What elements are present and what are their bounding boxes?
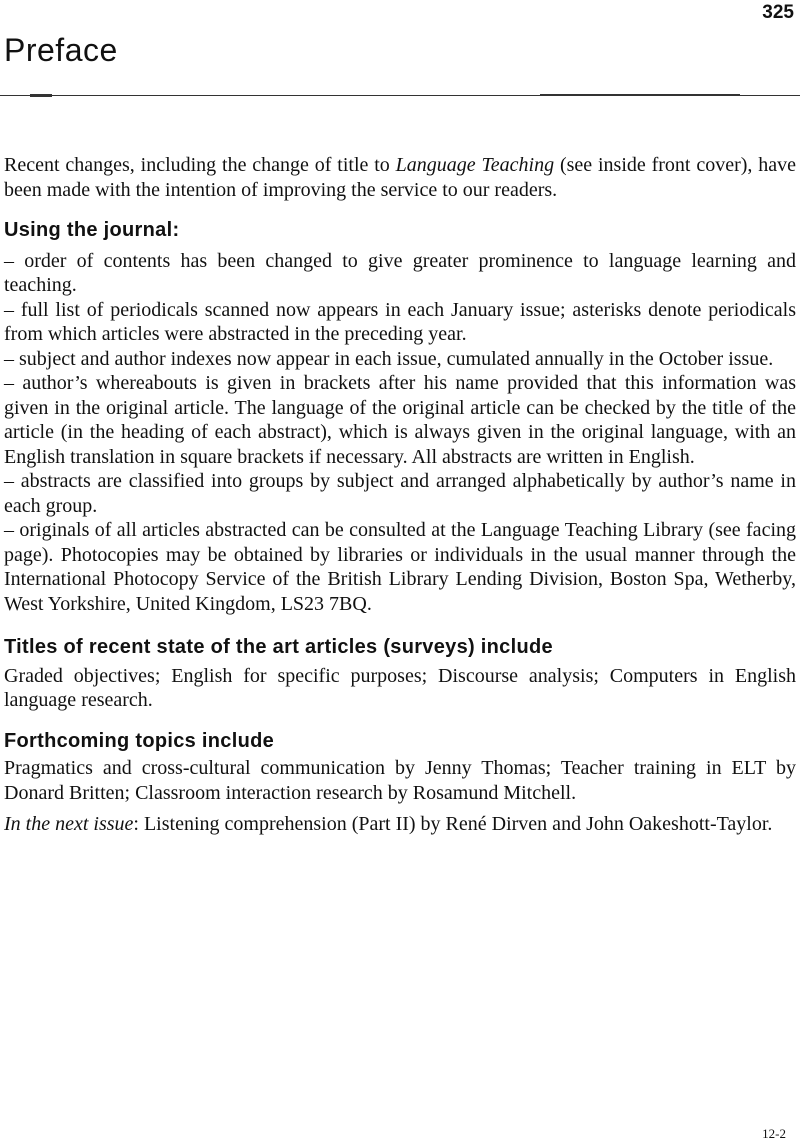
intro-paragraph: Recent changes, including the change of title to Language Teaching (see inside front cover), have been made with the intention of improving the service to our readers. bbox=[4, 154, 796, 201]
preface-body bbox=[4, 153, 796, 837]
header-rule bbox=[0, 95, 800, 96]
next-issue-paragraph: In the next issue: Listening comprehension (Part II) by René Dirven and John Oakeshott-Taylor. bbox=[4, 813, 773, 835]
list-item: – full list of periodicals scanned now appears in each January issue; asterisks denote periodicals from which articles were abstracted in the preceding year. bbox=[4, 298, 796, 345]
surveys-paragraph: Graded objectives; English for specific purposes; Discourse analysis; Computers in English language research. bbox=[4, 664, 796, 711]
journal-title: Language Teaching bbox=[395, 154, 555, 176]
page-number: 325 bbox=[762, 2, 794, 23]
section-heading-surveys: Titles of recent state of the art articles (surveys) include bbox=[4, 636, 553, 658]
footer-code: 12-2 bbox=[762, 1126, 786, 1141]
section-heading-using-journal: Using the journal: bbox=[4, 219, 180, 241]
list-item: – order of contents has been changed to give greater prominence to language learning and teaching. bbox=[4, 249, 796, 296]
list-item: – originals of all articles abstracted can be consulted at the Language Teaching Library (see facing page). Photocopies may be obtained by libraries or individuals in the usual manner through the International Photocopy Service of the British Library Lending Division, Boston Spa, Wetherby, West Yorkshire, United Kingdom, LS23 7BQ. bbox=[4, 519, 796, 615]
page-title: Preface bbox=[4, 32, 118, 68]
next-issue-label: In the next issue bbox=[4, 813, 134, 835]
list-item: – author’s whereabouts is given in brackets after his name provided that this information was given in the original article. The language of the original article can be checked by the title of the article (in the heading of each abstract), which is always given in the original language, with an English translation in square brackets if necessary. All abstracts are written in English. bbox=[4, 372, 796, 468]
list-item: – subject and author indexes now appear in each issue, cumulated annually in the October issue. bbox=[4, 347, 774, 370]
list-item: – abstracts are classified into groups by subject and arranged alphabetically by author’s name in each group. bbox=[4, 470, 796, 517]
section-heading-forthcoming: Forthcoming topics include bbox=[4, 729, 275, 752]
forthcoming-paragraph: Pragmatics and cross-cultural communication by Jenny Thomas; Teacher training in ELT by Donard Britten; Classroom interaction research by Rosamund Mitchell. bbox=[4, 757, 796, 804]
